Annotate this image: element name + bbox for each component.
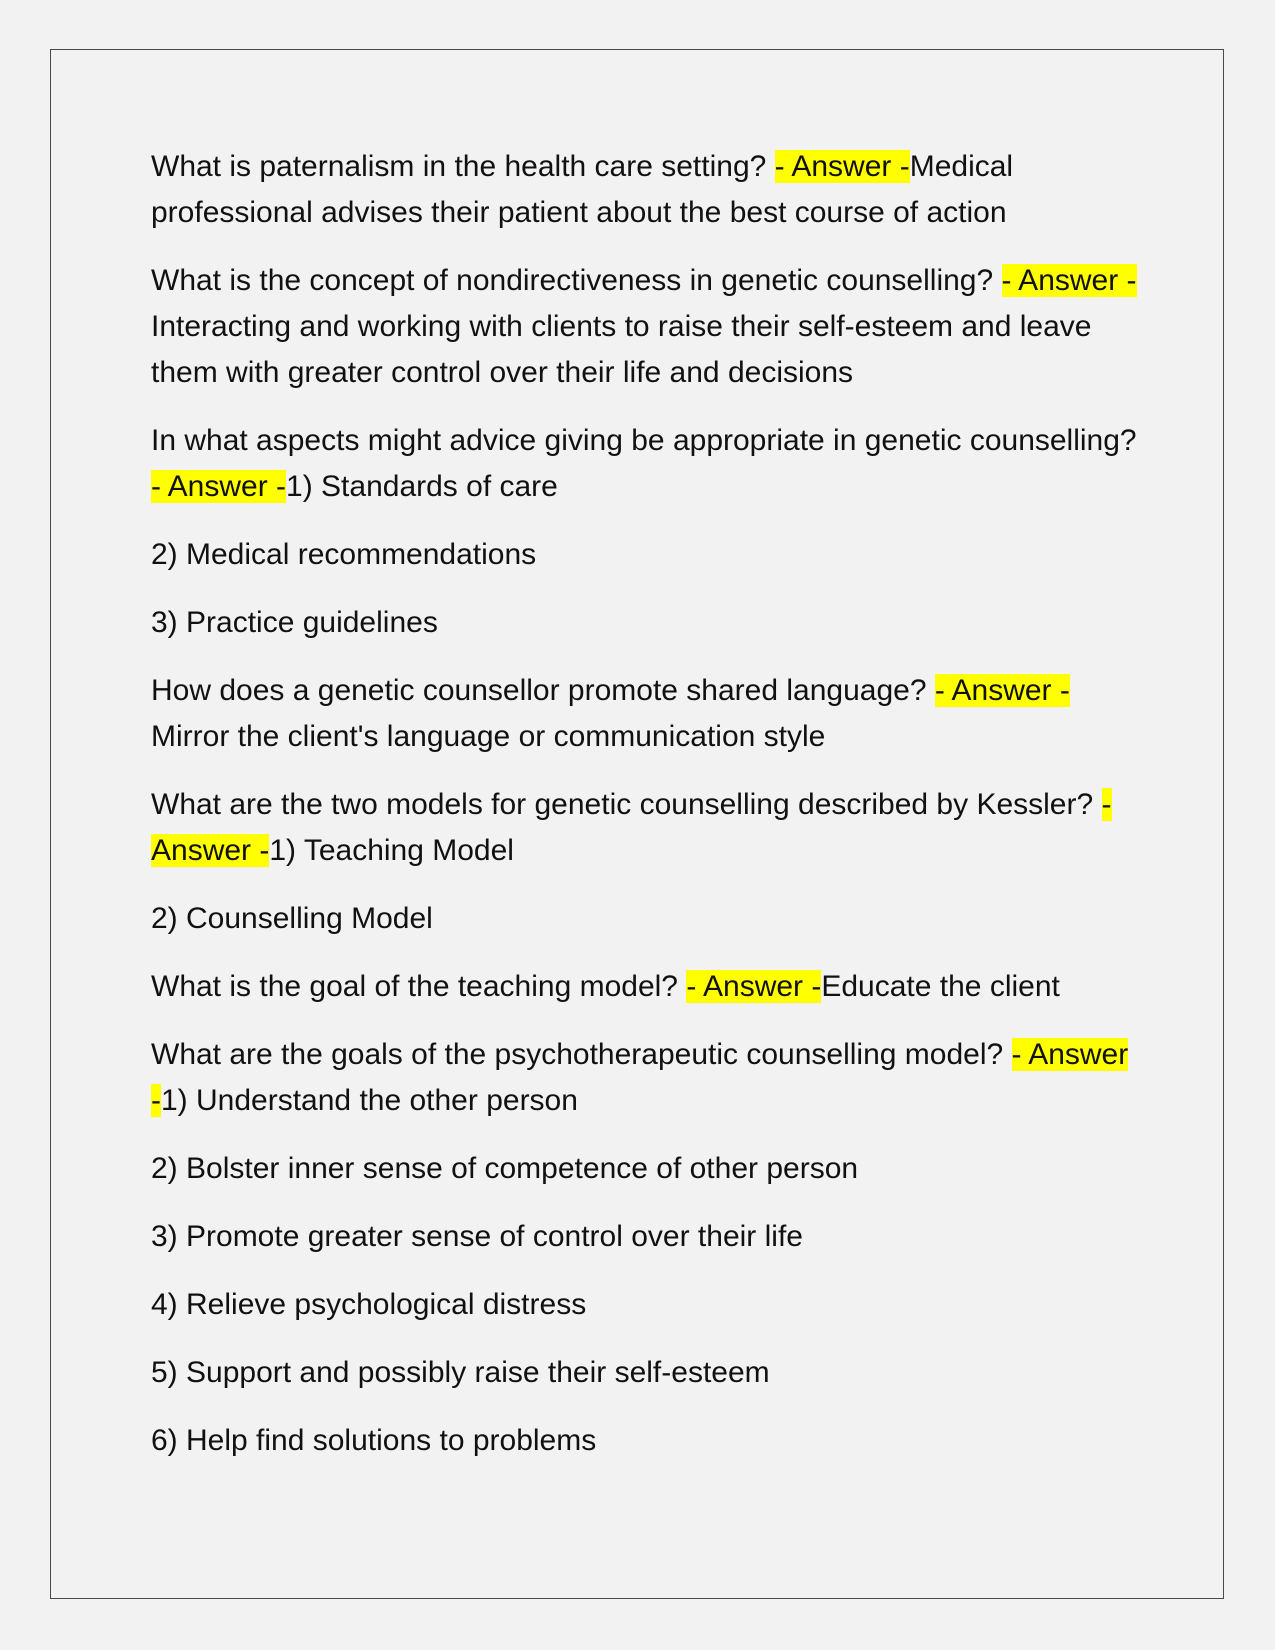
qa-entry	[151, 418, 1141, 510]
answer-text: 1) Understand the other person	[161, 1084, 578, 1117]
document-body	[151, 144, 1141, 1486]
answer-text: 1) Teaching Model	[269, 834, 514, 867]
answer-marker: - Answer -	[686, 970, 822, 1003]
answer-text: 1) Standards of care	[286, 470, 558, 503]
qa-entry	[151, 668, 1141, 760]
answer-marker: - Answer -	[774, 150, 910, 183]
qa-entry	[151, 144, 1141, 236]
answer-marker: - Answer -	[151, 1038, 1129, 1117]
answer-list-item: 2) Medical recommendations	[151, 538, 537, 571]
answer-marker: - Answer -	[151, 788, 1112, 867]
answer-text: Medical professional advises their patient about the best course of action	[151, 150, 1014, 229]
question-text: What is the goal of the teaching model?	[151, 970, 687, 1003]
answer-marker: - Answer -	[1001, 264, 1137, 297]
question-text: What are the two models for genetic counselling described by Kessler?	[151, 788, 1102, 821]
answer-text: Interacting and working with clients to raise their self-esteem and leave them with greater control over their life and decisions	[151, 310, 1092, 389]
answer-text: Mirror the client's language or communication style	[151, 720, 826, 753]
answer-list-item: 5) Support and possibly raise their self-esteem	[151, 1356, 770, 1389]
answer-text: Educate the client	[821, 970, 1060, 1003]
answer-list-item: 3) Practice guidelines	[151, 606, 438, 639]
answer-list-item: 2) Bolster inner sense of competence of other person	[151, 1152, 859, 1185]
question-text: What is the concept of nondirectiveness in genetic counselling?	[151, 264, 1002, 297]
qa-entry	[151, 964, 1141, 1010]
question-text: What are the goals of the psychotherapeutic counselling model?	[151, 1038, 1012, 1071]
question-text: In what aspects might advice giving be appropriate in genetic counselling?	[151, 424, 1137, 457]
qa-entry	[151, 1032, 1141, 1124]
question-text: How does a genetic counsellor promote shared language?	[151, 674, 935, 707]
answer-marker: - Answer -	[934, 674, 1070, 707]
question-text: What is paternalism in the health care setting?	[151, 150, 775, 183]
qa-entry	[151, 782, 1141, 874]
answer-list-item: 6) Help find solutions to problems	[151, 1424, 597, 1457]
qa-entry	[151, 258, 1141, 396]
answer-list-item: 3) Promote greater sense of control over their life	[151, 1220, 803, 1253]
answer-marker: - Answer -	[151, 470, 287, 503]
answer-list-item: 4) Relieve psychological distress	[151, 1288, 587, 1321]
answer-list-item: 2) Counselling Model	[151, 902, 433, 935]
